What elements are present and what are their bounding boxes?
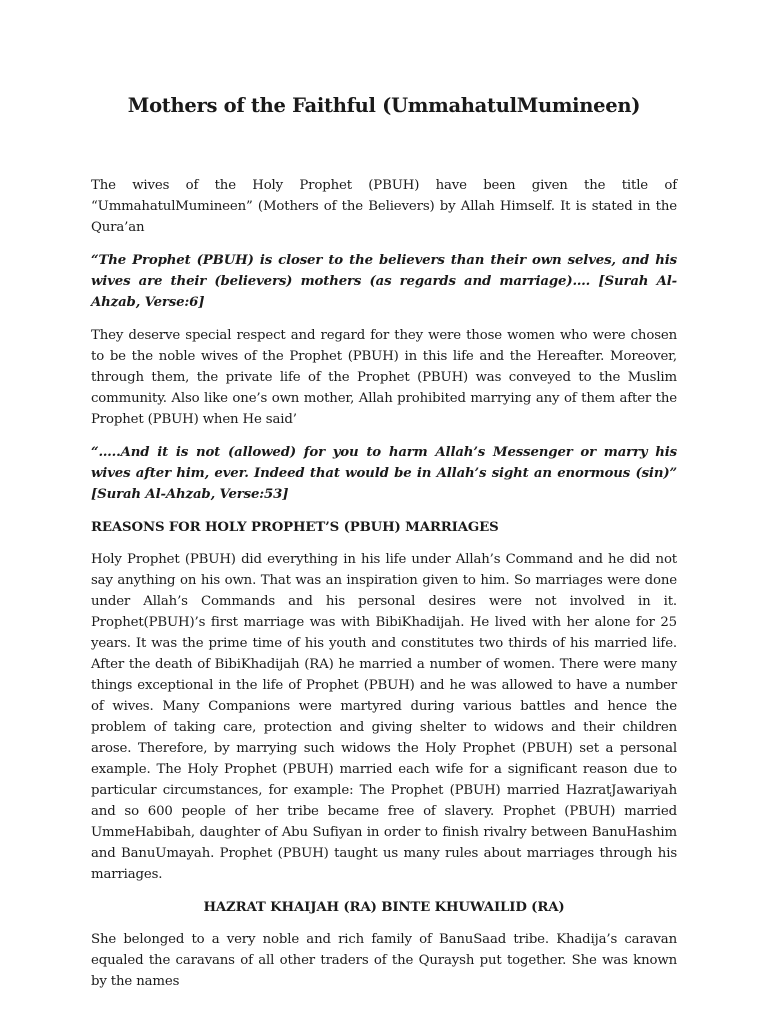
khadijah-paragraph: She belonged to a very noble and rich family of BanuSaad tribe. Khadija’s caravan equaled the caravans of all other traders of the Quraysh put together. She was known by the names [91, 932, 677, 989]
quran-quote-2: “…..And it is not (allowed) for you to harm Allah’s Messenger or marry his wives after him, ever. Indeed that would be in Allah’s sight an enormous (sin)” [Surah Al-Ahzab, Verse:53] [91, 445, 677, 502]
page-title: Mothers of the Faithful (UmmahatulMumineen) [127, 94, 641, 117]
quran-quote-1: “The Prophet (PBUH) is closer to the believers than their own selves, and his wives are their (believers) mothers (as regards and marriage)…. [Surah Al-Ahzab, Verse:6] [91, 253, 677, 310]
section-heading-reasons: REASONS FOR HOLY PROPHET’S (PBUH) MARRIAGES [91, 520, 499, 535]
intro-paragraph: The wives of the Holy Prophet (PBUH) have been given the title of “UmmahatulMumineen” (Mothers of the Believers) by Allah Himself. It is stated in the Qura’an [91, 178, 677, 235]
section-heading-khadijah: HAZRAT KHAIJAH (RA) BINTE KHUWAILID (RA) [203, 900, 565, 915]
reasons-paragraph: Holy Prophet (PBUH) did everything in his life under Allah’s Command and he did not say anything on his own. That was an inspiration given to him. So marriages were done under Allah’s Commands and his personal desires were not involved in it. Prophet(PBUH)’s first marriage was with BibiKhadijah. He lived with her alone for 25 years. It was the prime time of his youth and constitutes two thirds of his married life. After the death of BibiKhadijah (RA) he married a number of women. There were many things exceptional in the life of Prophet (PBUH) and he was allowed to have a number of wives. Many Companions were martyred during various battles and hence the problem of taking care, protection and giving shelter to widows and their children arose. Therefore, by marrying such widows the Holy Prophet (PBUH) set a personal example. The Holy Prophet (PBUH) married each wife for a significant reason due to particular circumstances, for example: The Prophet (PBUH) married HazratJawariyah and so 600 people of her tribe became free of slavery. Prophet (PBUH) married UmmeHabibah, daughter of Abu Sufiyan in order to finish rivalry between BanuHashim and BanuUmayah. Prophet (PBUH) taught us many rules about marriages through his marriages. [91, 552, 677, 882]
document-page [91, 0, 677, 1024]
document-body [91, 175, 677, 1004]
respect-paragraph: They deserve special respect and regard for they were those women who were chosen to be the noble wives of the Prophet (PBUH) in this life and the Hereafter. Moreover, through them, the private life of the Prophet (PBUH) was conveyed to the Muslim community. Also like one’s own mother, Allah prohibited marrying any of them after the Prophet (PBUH) when He said’ [91, 328, 677, 427]
